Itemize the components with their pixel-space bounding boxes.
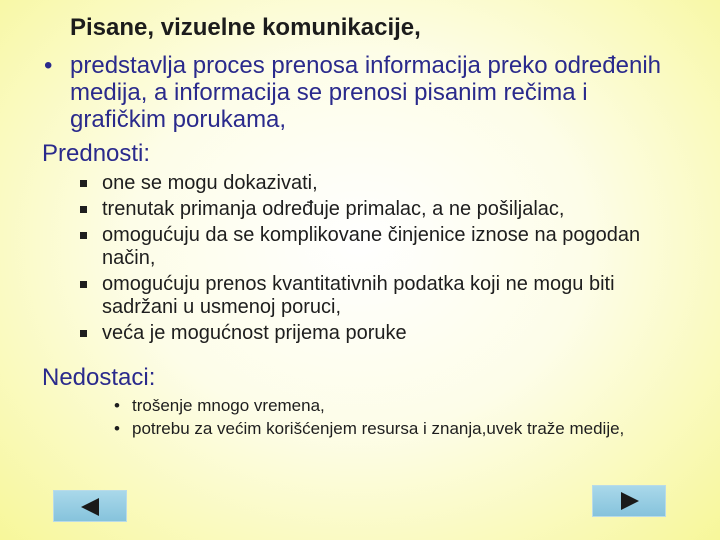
square-bullet-icon [80,206,87,213]
square-bullet-icon [80,330,87,337]
advantage-text: one se mogu dokazivati, [102,172,318,194]
square-bullet-icon [80,180,87,187]
list-item [112,418,672,439]
list-item [78,273,678,319]
main-point-text: predstavlja proces prenosa informacija preko određenih medija, a informacija se prenosi pisanim rečima i grafičkim porukama, [70,52,661,133]
previous-slide-button[interactable] [53,490,127,522]
disadvantage-text: potrebu za većim korišćenjem resursa i znanja,uvek traže medije, [132,419,625,438]
disadvantage-text: trošenje mnogo vremena, [132,396,325,415]
bullet-marker: • [114,419,120,438]
list-item [78,224,678,270]
next-slide-button[interactable] [592,485,666,517]
bullet-marker: • [44,52,53,79]
advantage-text: omogućuju da se komplikovane činjenice iznose na pogodan način, [102,224,641,269]
list-item [78,198,678,221]
triangle-right-icon [621,492,639,510]
list-item [78,172,678,195]
triangle-left-icon [81,498,99,516]
disadvantages-list [112,395,672,441]
advantage-text: omogućuju prenos kvantitativnih podatka koji ne mogu biti sadržani u usmenoj poruci, [102,273,615,318]
square-bullet-icon [80,232,87,239]
list-item [78,322,678,345]
main-bullet [44,52,684,133]
disadvantages-heading: Nedostaci: [42,364,156,391]
square-bullet-icon [80,281,87,288]
slide-title: Pisane, vizuelne komunikacije, [70,14,421,41]
list-item [112,395,672,416]
advantage-text: veća je mogućnost prijema poruke [102,322,407,344]
advantages-list [78,172,678,348]
advantages-heading: Prednosti: [42,140,151,167]
bullet-marker: • [114,396,120,415]
advantage-text: trenutak primanja određuje primalac, a ne pošiljalac, [102,198,565,220]
